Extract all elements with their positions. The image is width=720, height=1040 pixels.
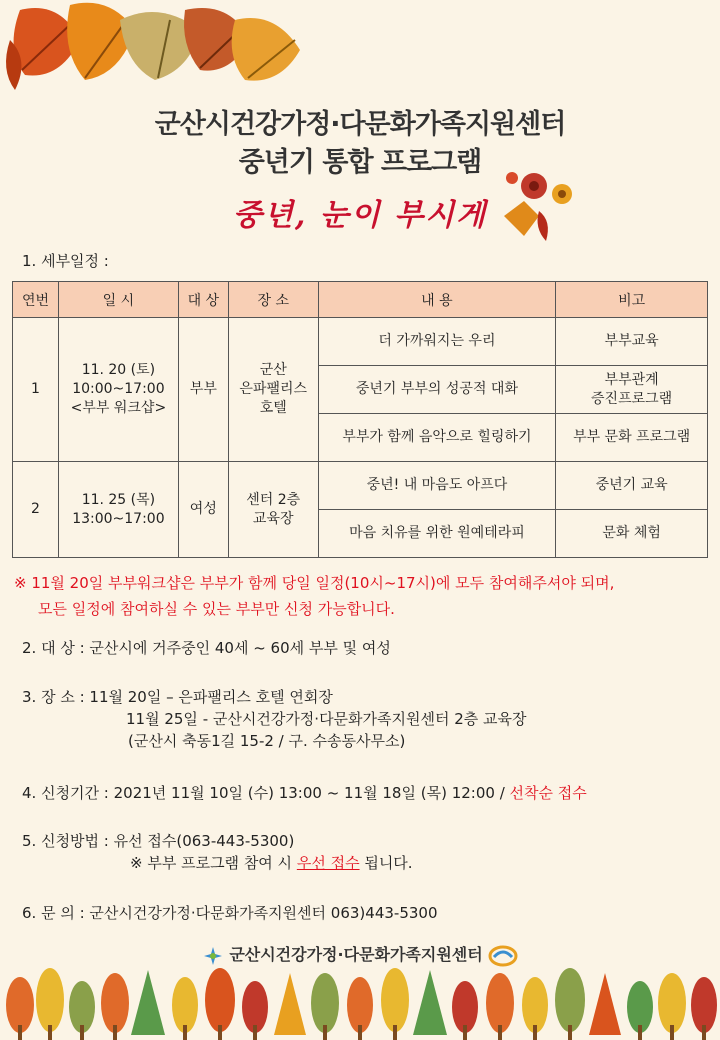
remark-line: 증진프로그램 — [591, 390, 673, 407]
org-title: 군산시건강가정·다문화가족지원센터 — [154, 109, 566, 140]
place-info-line: 3. 장 소 : 11월 20일 – 은파팰리스 호텔 연회장 — [22, 688, 333, 706]
time-text: 10:00~17:00 — [72, 381, 165, 397]
slogan: 중년, 눈이 부시게 — [232, 198, 488, 233]
remark-line: 부부관계 — [604, 371, 659, 388]
workshop-notice — [14, 570, 614, 622]
period-text: 4. 신청기간 : 2021년 11월 10일 (수) 13:00 ~ 11월 18일 (목) 12:00 / — [22, 784, 510, 802]
place-line: 은파팰리스 — [239, 381, 308, 397]
remark-cell: 문화 체험 — [556, 510, 708, 558]
method-pre: ※ 부부 프로그램 참여 시 — [130, 854, 297, 872]
date-cell — [58, 462, 178, 558]
autumn-trees-illustration — [0, 965, 720, 1040]
remark-cell: 부부교육 — [556, 318, 708, 366]
remark-cell: 부부 문화 프로그램 — [556, 414, 708, 462]
target-cell: 여성 — [178, 462, 228, 558]
remark-cell: 중년기 교육 — [556, 462, 708, 510]
org-logo-icon — [202, 945, 224, 967]
method-line: 5. 신청방법 : 유선 접수(063-443-5300) — [22, 832, 295, 850]
schedule-table — [12, 281, 708, 558]
contact-info: 6. 문 의 : 군산시건강가정·다문화가족지원센터 063)443-5300 — [22, 904, 438, 922]
program-title: 중년기 통합 프로그램 — [238, 147, 482, 178]
place-cell — [228, 318, 318, 462]
content-cell: 마음 치유를 위한 원예테라피 — [318, 510, 556, 558]
content-cell: 부부가 함께 음악으로 힐링하기 — [318, 414, 556, 462]
priority-highlight: 우선 접수 — [296, 854, 360, 872]
place-info — [22, 686, 527, 752]
content-cell: 더 가까워지는 우리 — [318, 318, 556, 366]
first-come-badge: 선착순 접수 — [509, 784, 587, 802]
footer-org-name: 군산시건강가정·다문화가족지원센터 — [229, 945, 483, 964]
footer-org — [0, 942, 720, 967]
place-cell — [228, 462, 318, 558]
target-info: 2. 대 상 : 군산시에 거주중인 40세 ~ 60세 부부 및 여성 — [22, 639, 391, 657]
family-logo-icon — [488, 945, 518, 967]
remark-cell — [556, 366, 708, 414]
column-header: 장 소 — [228, 282, 318, 318]
content-cell: 중년! 내 마음도 아프다 — [318, 462, 556, 510]
column-header: 연번 — [13, 282, 59, 318]
column-header: 비고 — [556, 282, 708, 318]
period-info — [22, 782, 587, 804]
schedule-heading: 1. 세부일정 : — [22, 252, 109, 270]
method-post: 됩니다. — [359, 854, 413, 872]
place-line: 군산 — [259, 362, 287, 378]
date-cell — [58, 318, 178, 462]
column-header: 내 용 — [318, 282, 556, 318]
method-info — [22, 830, 413, 874]
row-number: 1 — [13, 318, 59, 462]
place-info-line: (군산시 축동1길 15-2 / 구. 수송동사무소) — [128, 732, 406, 750]
autumn-leaves-illustration — [0, 0, 310, 100]
date-text: 11. 20 (토) — [81, 362, 156, 378]
place-info-line: 11월 25일 - 군산시건강가정·다문화가족지원센터 2층 교육장 — [126, 710, 527, 728]
place-line: 호텔 — [259, 400, 287, 416]
time-text: 13:00~17:00 — [72, 510, 165, 527]
place-line: 교육장 — [252, 510, 294, 527]
column-header: 대 상 — [178, 282, 228, 318]
column-header: 일 시 — [58, 282, 178, 318]
content-cell: 중년기 부부의 성공적 대화 — [318, 366, 556, 414]
place-line: 센터 2층 — [246, 491, 301, 508]
table-header-row — [13, 282, 708, 318]
date-text: 11. 25 (목) — [81, 491, 156, 508]
notice-line: 모든 일정에 참여하실 수 있는 부부만 신청 가능합니다. — [38, 600, 395, 618]
notice-line: ※ 11월 20일 부부워크샵은 부부가 함께 당일 일정(10시~17시)에 모두 참여해주셔야 되며, — [14, 574, 615, 592]
flower-leaf-decoration — [494, 166, 584, 246]
method-line — [22, 852, 413, 874]
target-cell: 부부 — [178, 318, 228, 462]
table-row — [13, 462, 708, 510]
table-row — [13, 318, 708, 366]
session-note: <부부 워크샵> — [70, 400, 167, 416]
row-number: 2 — [13, 462, 59, 558]
